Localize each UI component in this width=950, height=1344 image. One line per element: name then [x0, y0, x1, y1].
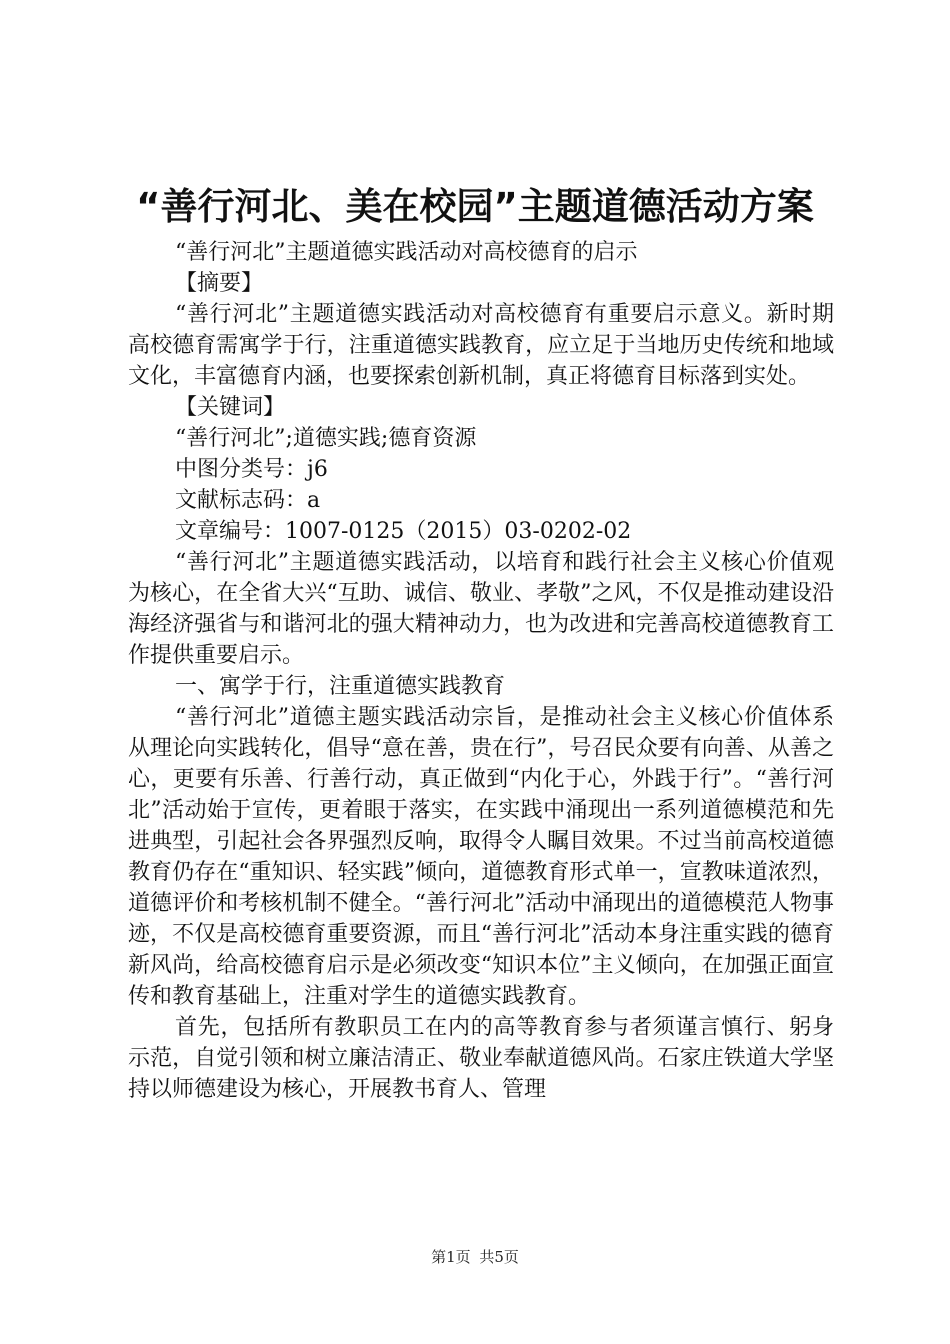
document-subtitle: “善行河北”主题道德实践活动对高校德育的启示 — [175, 240, 638, 265]
page-footer — [0, 1247, 950, 1267]
article-number: 文章编号：1007-0125（2015）03-0202-02 — [175, 519, 632, 544]
clc-number: 中图分类号：j6 — [175, 457, 328, 482]
section-paragraph: 首先，包括所有教职员工在内的高等教育参与者须谨言慎行、躬身示范，自觉引领和树立廉洁清正、敬业奉献道德风尚。石家庄铁道大学坚持以师德建设为核心，开展教书育人、管理 — [128, 1015, 834, 1102]
section-heading: 一、寓学于行，注重道德实践教育 — [175, 674, 506, 699]
intro-paragraph: “善行河北”主题道德实践活动，以培育和践行社会主义核心价值观为核心，在全省大兴“互助、诚信、敬业、孝敬”之风，不仅是推动建设沿海经济强省与和谐河北的强大精神动力，也为改进和完善高校道德教育工作提供重要启示。 — [128, 550, 834, 668]
keywords-text: “善行河北”;道德实践;德育资源 — [175, 426, 477, 451]
page-total: 共5页 — [479, 1248, 519, 1266]
document-title: “善行河北、美在校园”主题道德活动方案 — [136, 185, 814, 228]
keywords-heading: 【关键词】 — [175, 395, 286, 420]
abstract-paragraph: “善行河北”主题道德实践活动对高校德育有重要启示意义。新时期高校德育需寓学于行，注重道德实践教育，应立足于当地历史传统和地域文化，丰富德育内涵，也要探索创新机制，真正将德育目标落到实处。 — [128, 302, 834, 389]
section-paragraph: “善行河北”道德主题实践活动宗旨，是推动社会主义核心价值体系从理论向实践转化，倡导“意在善，贵在行”，号召民众要有向善、从善之心，更要有乐善、行善行动，真正做到“内化于心，外践于行”。“善行河北”活动始于宣传，更着眼于落实，在实践中涌现出一系列道德模范和先进典型，引起社会各界强烈反响，取得令人瞩目效果。不过当前高校道德教育仍存在“重知识、轻实践”倾向，道德教育形式单一，宣教味道浓烈，道德评价和考核机制不健全。“善行河北”活动中涌现出的道德模范人物事迹，不仅是高校德育重要资源，而且“善行河北”活动本身注重实践的德育新风尚，给高校德育启示是必须改变“知识本位”主义倾向，在加强正面宣传和教育基础上，注重对学生的道德实践教育。 — [128, 705, 834, 1009]
document-body — [128, 237, 834, 1105]
abstract-heading: 【摘要】 — [175, 271, 264, 296]
page-number: 第1页 — [431, 1248, 471, 1266]
document-code: 文献标志码：a — [175, 488, 321, 513]
